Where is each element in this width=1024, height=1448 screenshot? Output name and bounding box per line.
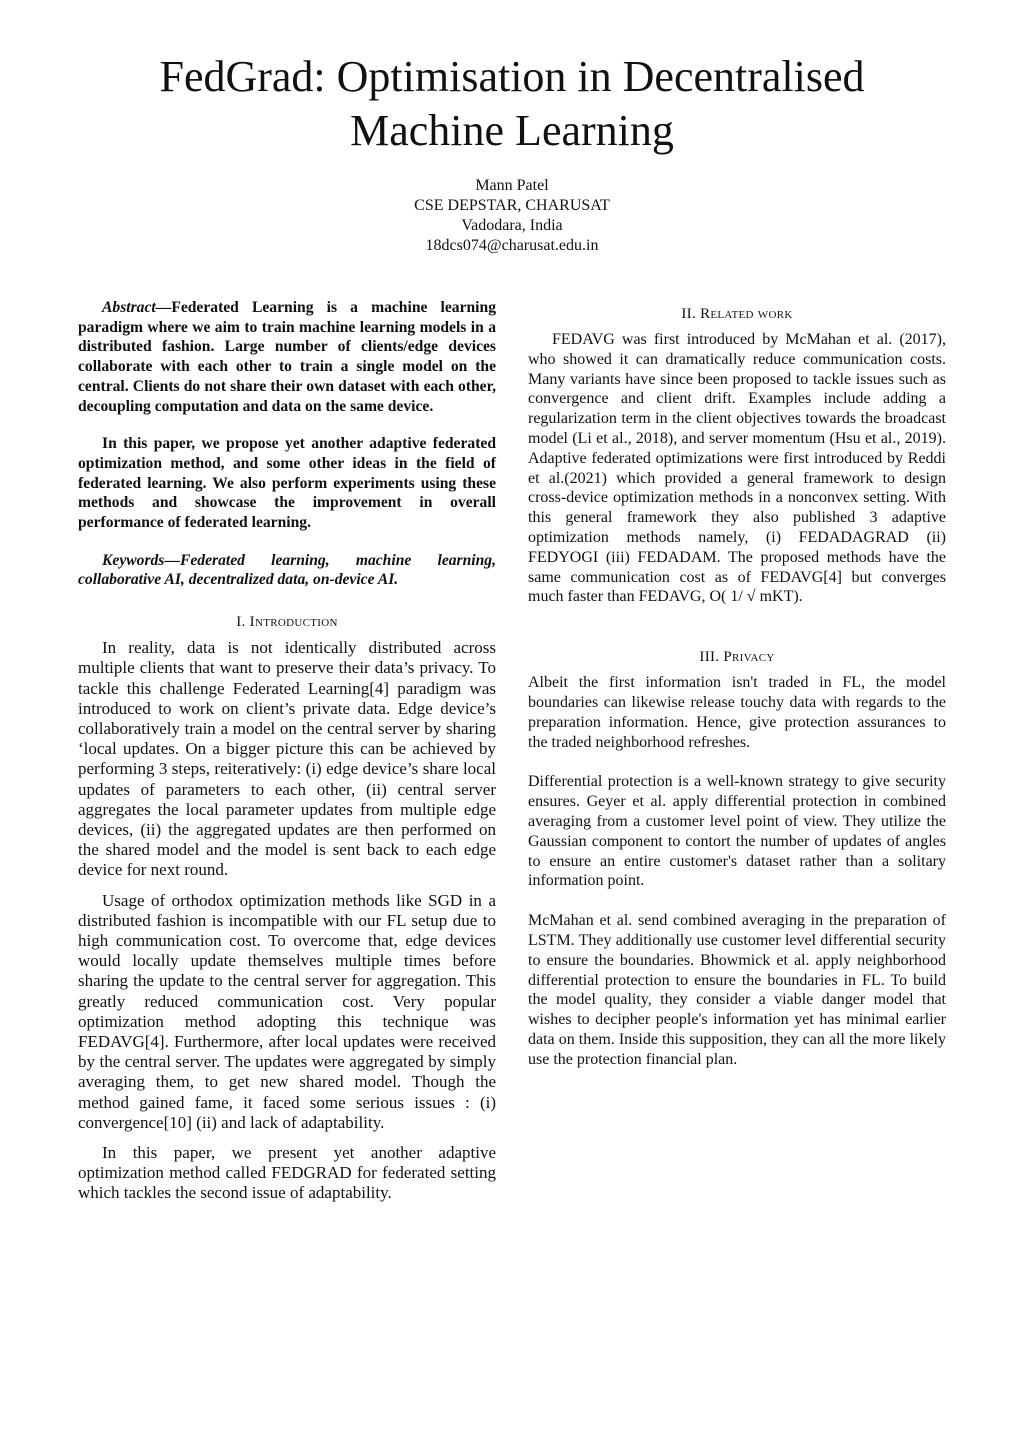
privacy-paragraph-2: Differential protection is a well-known strategy to give security ensures. Geyer et al. apply differential protection in combined averaging from a customer level point of view. They utilize the Gaussian component to contort the number of updates of angles to ensure an entire customer's dataset rather than a solitary information point. [528,773,946,890]
title-line-2: Machine Learning [350,106,674,155]
privacy-paragraph-3: McMahan et al. send combined averaging in the preparation of LSTM. They additionally use customer level differential security to ensure the boundaries. Bhowmick et al. apply neighborhood differential protection to ensure the boundaries in FL. To build the model quality, they consider a viable danger model that wishes to decipher people's information yet has minimal earlier data on them. Inside this supposition, they can all the more likely use the protection financial plan. [528,912,946,1068]
abstract-text-1: —Federated Learning is a machine learning paradigm where we aim to train machine learning models in a distributed fashion. Large number of clients/edge devices collaborate with each other to train a single model on the central. Clients do not share their own dataset with each other, decoupling computation and data on the same device. [78,299,496,415]
intro-paragraph-2: Usage of orthodox optimization methods like SGD in a distributed fashion is incompatible with our FL setup due to high communication cost. To overcome that, edge devices would locally update themselves multiple times before sharing the update to the central server for aggregation. This greatly reduced communication cost. Very popular optimization method adopting this technique was FEDAVG[4]. Furthermore, after local updates were received by the central server. The updates were aggregated by simply averaging them, to get new shared model. Though the method gained fame, it faced some serious issues : (i) convergence[10] (ii) and lack of adaptability. [78,890,496,1132]
related-paragraph-1: FEDAVG was first introduced by McMahan et al. (2017), who showed it can dramatically reduce communication costs. Many variants have since been proposed to tackle issues such as convergence and client drift. Examples include adding a regularization term in the client objectives towards the broadcast model (Li et al., 2018), and server momentum (Hsu et al., 2019). Adaptive federated optimizations were first introduced by Reddi et al.(2021) which provided a general framework to design cross-device optimization methods in a nonconvex setting. With this general framework they also published 3 adaptive optimization methods namely, (i) FEDADAGRAD (ii) FEDYOGI (iii) FEDADAM. The proposed methods have the same communication cost as of FEDAVG[4] but converges much faster than FEDAVG, O( 1/ √ mKT). [528,331,946,606]
abstract-paragraph-1 [78,298,496,416]
intro-paragraph-3: In this paper, we present yet another adaptive optimization method called FEDGRAD for federated setting which tackles the second issue of adaptability. [78,1143,496,1203]
intro-paragraph-1: In reality, data is not identically distributed across multiple clients that want to preserve their data’s privacy. To tackle this challenge Federated Learning[4] paradigm was introduced to work on client’s private data. Edge device’s collaboratively train a model on the central server by sharing ‘local updates. On a bigger picture this can be achieved by performing 3 steps, reiteratively: (i) edge device’s share local updates of parameters to each other, (ii) central server aggregates the local parameter updates from multiple edge devices, (ii) the aggregated updates are then performed on the shared model and the model is sent back to each edge device for next round. [78,638,496,880]
section-heading-privacy: III. Privacy [699,649,775,666]
abstract-paragraph-2: In this paper, we propose yet another adaptive federated optimization method, and some other ideas in the field of federated learning. We also perform experiments using these methods and showcase the improvement in overall performance of federated learning. [78,435,496,532]
section-heading-related-work: II. Related work [681,306,793,322]
right-column [528,298,946,1090]
abstract-lead: Abstract [102,299,156,316]
author-affiliation: CSE DEPSTAR, CHARUSAT [414,197,610,214]
title-line-1: FedGrad: Optimisation in Decentralised [159,52,865,101]
author-name: Mann Patel [475,177,549,194]
author-block [0,176,1024,256]
section-heading-introduction: I. Introduction [236,614,338,631]
keywords: Keywords—Federated learning, machine learning, collaborative AI, decentralized data, on-device AI. [78,551,496,589]
privacy-paragraph-1: Albeit the first information isn't traded in FL, the model boundaries can likewise release touchy data with regards to the preparation information. Hence, give protection assurances to the traded neighborhood refreshes. [528,674,946,751]
author-location: Vadodara, India [461,217,563,234]
paper-title [0,50,1024,158]
author-email: 18dcs074@charusat.edu.in [425,237,599,254]
left-column [78,298,496,1214]
section-gap [528,617,946,647]
